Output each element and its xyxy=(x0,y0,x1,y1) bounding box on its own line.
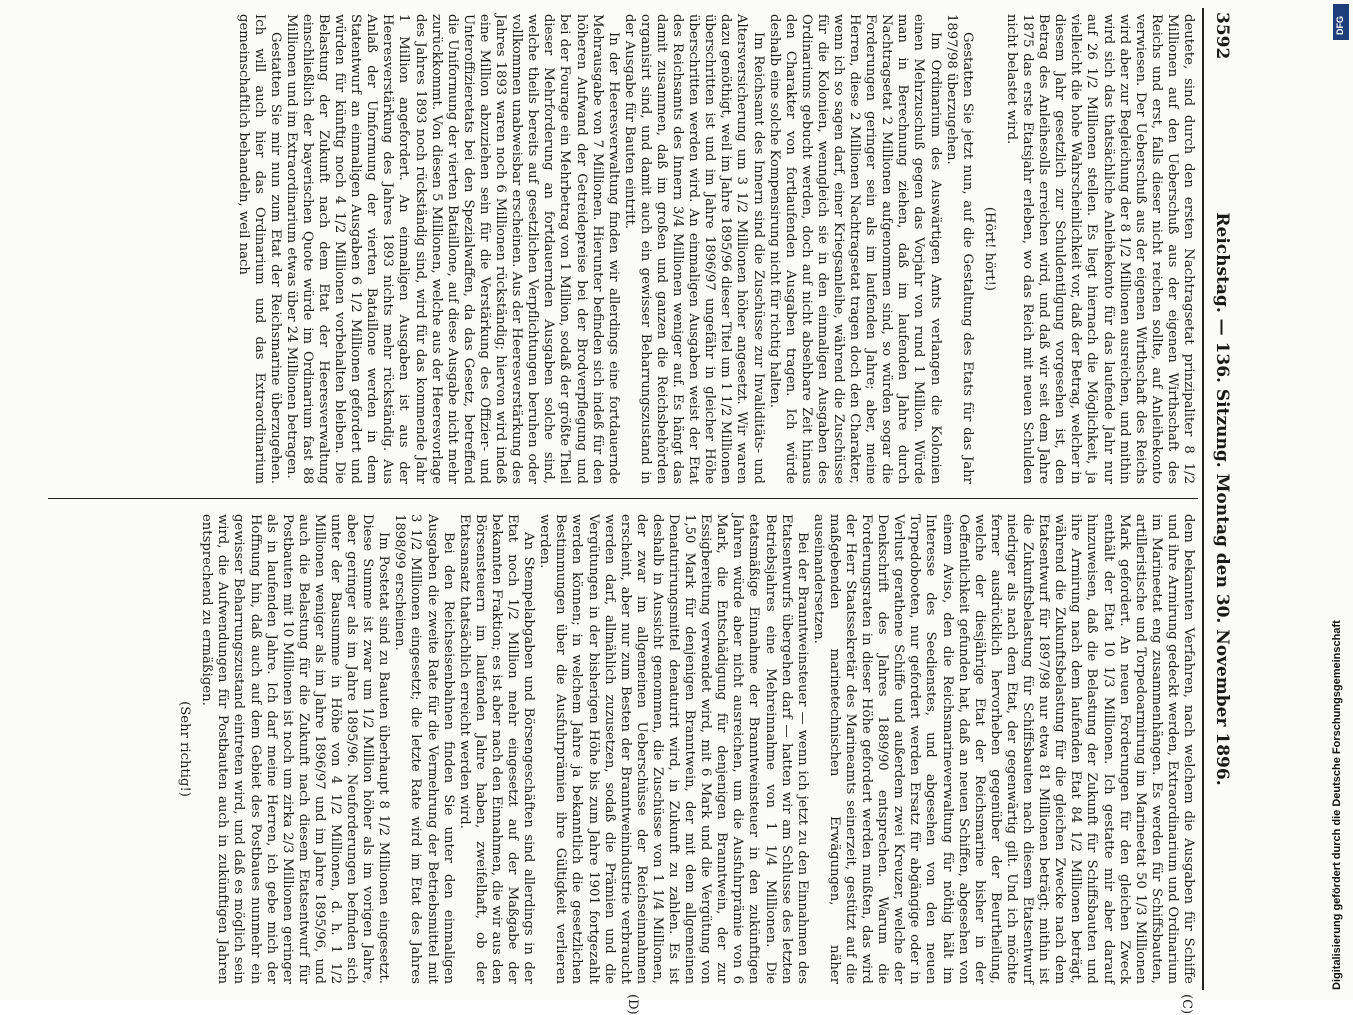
right-column xyxy=(170,514,1196,984)
paragraph: Im Reichsamt des Innern sind die Zuschüsse zur Invaliditäts- und Altersversicherung um 3 1/2 Millionen höher angesetzt. Wir waren dazu genöthigt, weil im Jahre 1895/96 dieser Titel um 1 1/2 Millionen überschritten ist und im Jahre 1896/97 ungefähr in gleicher Höhe überschritten werden wird. An einmaligen Ausgaben weist der Etat des Reichsamts des Innern 3/4 Millionen weniger auf. Es hängt das damit zusammen, daß im großen und ganzen die Reichsbehörden organisirt sind, und damit auch ein gewisser Beharrungszustand in der Ausgabe für Bauten eintritt. xyxy=(621,14,766,484)
dfg-logo: DFG xyxy=(1333,4,1349,40)
left-column xyxy=(234,14,1196,484)
column-divider xyxy=(48,498,1198,499)
paragraph: Gestatten Sie mir nun zum Etat der Reichsmarine überzugehen. Ich will auch hier das Ordinarium und das Extraordinarium gemeinschaftlich behandeln, weil nach xyxy=(235,14,283,484)
paragraph: Bei der Branntweinsteuer — wenn ich jetzt zu den Einnahmen des Etatsentwurfs übergehen darf — hatten wir am Schlusse des letzten Betriebsjahres eine Mehreinnahme von 1 1/4 Millionen. Die etatsmäßige Einnahme der Branntweinsteuer in den zukünftigen Jahren würde aber nicht ausreichen, um die Ausfuhrprämie von 6 Mark, die Entschädigung für denjenigen Branntwein, der zur Essigbereitung verwendet wird, mit 6 Mark und die Vergütung von 1,50 Mark für denjenigen Branntwein, der mit dem allgemeinen Denaturirungsmittel denaturirt wird, in Zukunft zu zahlen. Es ist deshalb in Aussicht genommen, die Zuschüsse von 1 1/4 Millionen, der zwar im allgemeinen Ueberschüsse der Reichseinnahmen erscheint, aber nur zum Besten der Branntweinindustrie verbraucht werden darf, allmählich zuzusetzen, sodaß die Prämien und die Vergütungen in der bisherigen Höhe bis zum Jahre 1901 fortgezahlt werden können; in welchem Jahre ja bekanntlich die gesetzlichen Bestimmungen über die Ausfuhrprämien ihre Gültigkeit verlieren werden. xyxy=(537,514,810,984)
paragraph: Im Ordinarium des Auswärtigen Amts verlangen die Kolonien einen Mehrzuschuß gegen das Vorjahr von rund 1 Million. Würde man in Berechnung ziehen, daß im laufenden Jahre durch Nachtragsetat 2 Millionen aufgenommen sind, so würden sogar die Forderungen geringer sein als im laufenden Jahre; aber, meine Herren, diese 2 Millionen Nachtragsetat tragen doch den Charakter, wenn ich so sagen darf, einer Kriegsanleihe, während die Zuschüsse für die Kolonien, wenngleich sie in den einmaligen Ausgaben des Ordinariums gebucht werden, doch auf nicht absehbare Zeit hinaus den Charakter von fortlaufenden Ausgaben tragen. Ich würde deshalb eine solche Kompensirung nicht für richtig halten. xyxy=(766,14,943,484)
paragraph: An Stempelabgaben und Börsengeschäften sind allerdings in der Etat noch 1/2 Million mehr eingesetzt auf der Maßgabe der bekannten Fraktion; es ist aber nach den Einnahmen, die wir aus den Börsensteuern im laufenden Jahre haben, zweifelhaft, ob der Etatsansatz thatsächlich erreicht werden wird. xyxy=(456,514,537,984)
paragraph: Bei den Reichseisenbahnen finden Sie unter den einmaligen Ausgaben die zweite Rate für die Vermehrung der Betriebsmittel mit 3 1/2 Millionen eingesetzt; die letzte Rate wird im Etat des Jahres 1898/99 erscheinen. xyxy=(392,514,456,984)
digitization-credit: Digitalisierung gefördert durch die Deutsche Forschungsgemeinschaft xyxy=(1331,620,1343,990)
interjection: (Hört! hört!) xyxy=(981,206,997,292)
page-number: 3592 xyxy=(1212,12,1232,60)
paragraph: Gestatten Sie jetzt nun, auf die Gestaltung des Etats für das Jahr 1897/98 überzugehen. xyxy=(943,14,975,484)
paragraph: dem bekannten Verfahren, nach welchem die Ausgaben für Schiffe und ihre Armirung gedeckt werden, Extraordinarium und Ordinarium im Marineetat eng zusammenhängen. Es werden für Schiffsbauten, artilleristische und Torpedoarmirung im Marineetat 50 1/3 Millionen Mark gefordert. An neuen Forderungen für den gleichen Zweck enthält der Etat 10 1/3 Millionen. Ich gestatte mir aber darauf hinzuweisen, daß die Belastung der Zukunft für Schiffsbauten und ihre Armirung nach dem laufenden Etat 84 1/2 Millionen beträgt, während die Zukunftsbelastung für die gleichen Zwecke nach dem Etatsentwurf für 1897/98 nur etwa 81 Millionen beträgt; mithin ist die Zukunftsbelastung für Schiffsbauten nach diesem Etatsentwurf niedriger als nach dem Etat, der gegenwärtig gilt. Und ich möchte ferner ausdrücklich hervorheben gegenüber der Beurtheilung, welche der diesjährige Etat der Reichsmarine bisher in der Oeffentlichkeit gefunden hat, daß an neuen Schiffen, abgesehen von einem Aviso, den die Reichsmarineverwaltung für nöthig hält im Interesse des Seedienstes, und abgesehen von den neuen Torpedobooten, nur gefordert werden Ersatz für abgängige oder in Verlust gerathene Schiffe und außerdem zwei Kreuzer, welche der Denkschrift des Jahres 1889/90 entsprechen. Warum die Forderungsraten in dieser Höhe gefordert werden mußten, das wird der Herr Staatssekretär des Marineamts seinerzeit, gestützt auf die maßgebenden marinetechnischen Erwägungen, näher auseinandersetzen. xyxy=(810,514,1196,984)
margin-marker-c: (C) xyxy=(1179,994,1194,1015)
running-header xyxy=(1202,8,1232,990)
paragraph: deutete, sind durch den ersten Nachtragsetat prinzipaliter 8 1/2 Millionen auf den Ueberschuß aus der eigenen Wirthschaft des Reichs und erst, falls dieser nicht reichen sollte, auf Anleihekonto verwiesen. Der Ueberschuß aus der eigenen Wirthschaft des Reichs wird aber zur Begleichung der 8 1/2 Millionen ausreichen, und mithin wird sich das thatsächliche Anleihekonto für das laufende Jahr nur auf 26 1/2 Millionen stellen. Es liegt hiernach die Möglichkeit, ja vielleicht die hohe Wahrscheinlichkeit vor, daß der Betrag, welcher in diesem Jahr gesetzlich zur Schuldentilgung vorgesehen ist, den Betrag des Anleihesolls erreichen wird, und daß wir seit dem Jahre 1875 das erste Etatsjahr erleben, wo das Reich mit neuen Schulden nicht belastet wird. xyxy=(1003,14,1196,484)
page-title: Reichstag. — 136. Sitzung. Montag den 30. November 1896. xyxy=(1212,212,1232,786)
interjection: (Sehr richtig!) xyxy=(177,701,193,797)
paragraph: Im Postetat sind zu Bauten überhaupt 8 1/2 Millionen eingesetzt. Diese Summe ist zwar um 1/2 Million höher als im vorigen Jahre, aber geringer als im Jahre 1895/96. Neuforderungen befinden sich unter der Bausumme in Höhe von 4 1/2 Millionen, d. h. 1 1/2 Millionen weniger als im Jahre 1896/97 und im Jahre 1895/96, und auch die Belastung für die Zukunft nach diesem Etatsentwurf für Postbauten mit 10 Millionen ist noch um zirka 2/3 Millionen geringer als in laufenden Jahre. Ich darf meine Herren, ich gebe mich der Hoffnung hin, daß auch auf dem Gebiet des Postbaues nunmehr ein gewisser Beharrungszustand eintreten wird, und daß es möglich sein wird, die Aufwendungen für Postbauten auch in zukünftigen Jahren entsprechend zu ermäßigen. xyxy=(199,514,392,984)
header-rule xyxy=(1202,8,1204,990)
rotated-page-content xyxy=(40,8,1240,1015)
margin-marker-d: (D) xyxy=(625,994,640,1015)
paragraph: In der Heeresverwaltung finden wir allerdings eine fortdauernde Mehrausgabe von 7 Millionen. Hierunter befinden sich indeß für den höheren Aufwand der Getreidepreise bei der Brodverpflegung und bei der Fourage ein Mehrbetrag von 1 Million, sodaß der größte Theil dieser Mehrforderung an fortdauernden Ausgaben solche sind, welche theils bereits auf gesetzlichen Verpflichtungen beruhen oder vollkommen unabweisbar erscheinen. Aus der Heeresverstärkung des Jahres 1893 waren noch 6 Millionen rückständig; hiervon wird indeß eine Million abzuziehen sein für die Verstärkung des Offizier- und Unteroffizieretats bei den Spezialwaffen, da das Gesetz, betreffend die Uniformung der vierten Bataillone, auf diese Ausgabe nicht mehr zurückkommt. Von diesen 5 Millionen, welche aus der Heeresvorlage des Jahres 1893 noch rückständig sind, wird für das kommende Jahr 1 Million angefordert. An einmaligen Ausgaben ist aus der Heeresverstärkung des Jahres 1893 nichts mehr rückständig. Aus Anlaß der Umformung der vierten Bataillone werden in dem Statentwurf an einmaligen Ausgaben 6 1/2 Millionen gefordert und würden für künftig noch 4 1/2 Millionen vorbehalten bleiben. Die Belastung der Zukunft nach dem Etat der Heeresverwaltung einschließlich der bayerischen Quote würde im Ordinarium fast 88 Millionen und im Extraordinarium etwas über 24 Millionen betragen. xyxy=(283,14,621,484)
